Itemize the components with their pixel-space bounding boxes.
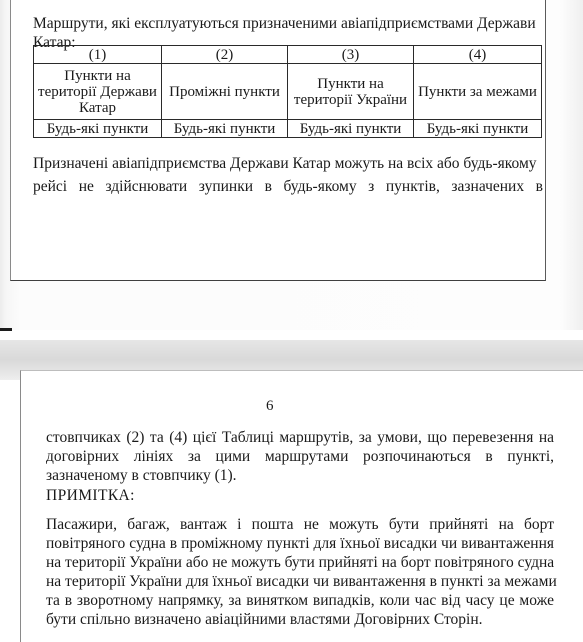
column-number-3: (3) [288, 46, 414, 64]
column-header-row [34, 64, 542, 120]
paragraph-line: та в зворотному напрямку, за винятком випадків, коли час від часу це може [46, 592, 554, 609]
stops-paragraph [33, 152, 543, 198]
paragraph-line: зазначеному в стовпчику (1). [46, 467, 237, 484]
paragraph-line: на території України або не можуть бути прийняті на борт повітряного судна [46, 554, 555, 571]
paragraph-line: Призначені авіапідприємства Держави Катар можуть на всіх або будь-якому [33, 155, 537, 172]
paragraph-line: повітряного судна в проміжному пункті для їхньої висадки чи вивантаження [46, 535, 554, 552]
routes-heading: Маршрути, які експлуатуються призначеними авіапідприємствами Держави Катар: [33, 15, 536, 51]
note-paragraph [46, 515, 557, 629]
paragraph-line: договірних лініях за цими маршрутами розпочинаються в пункті, [46, 448, 554, 465]
note-heading: ПРИМІТКА: [46, 487, 135, 504]
column-header-beyond-points: Пункти за межами [414, 64, 542, 120]
table-row [34, 120, 542, 138]
paragraph-line: стовпчиках (2) та (4) цієї Таблиці маршрутів, за умови, що перевезення на [46, 429, 554, 446]
column-header-ukraine-points: Пункти на території України [288, 64, 414, 120]
table-cell: Будь-які пункти [34, 120, 162, 138]
paragraph-line: рейсі не здійснювати зупинки в будь-якому з пунктів, зазначених в [33, 178, 543, 195]
table-cell: Будь-які пункти [414, 120, 542, 138]
column-number-row [34, 46, 542, 64]
table-cell: Будь-які пункти [288, 120, 414, 138]
routes-table [33, 45, 542, 138]
column-number-1: (1) [34, 46, 162, 64]
column-header-qatar-points: Пункти на території Держави Катар [34, 64, 162, 120]
column-number-2: (2) [162, 46, 288, 64]
table-cell: Будь-які пункти [162, 120, 288, 138]
page-number: 6 [266, 398, 274, 414]
paragraph-line: бути спільно визначено авіаційними властями Договірних Сторін. [46, 611, 483, 628]
continuation-paragraph [46, 428, 554, 485]
column-number-4: (4) [414, 46, 542, 64]
document-page-1 [10, 0, 546, 281]
column-header-intermediate-points: Проміжні пункти [162, 64, 288, 120]
paragraph-line: Пасажири, багаж, вантаж і пошта не можуть бути прийняті на борт [46, 516, 554, 533]
scan-corner-mark [0, 328, 12, 331]
paragraph-line: на території України для їхньої висадки чи вивантаження в пункті за межами [46, 573, 557, 590]
